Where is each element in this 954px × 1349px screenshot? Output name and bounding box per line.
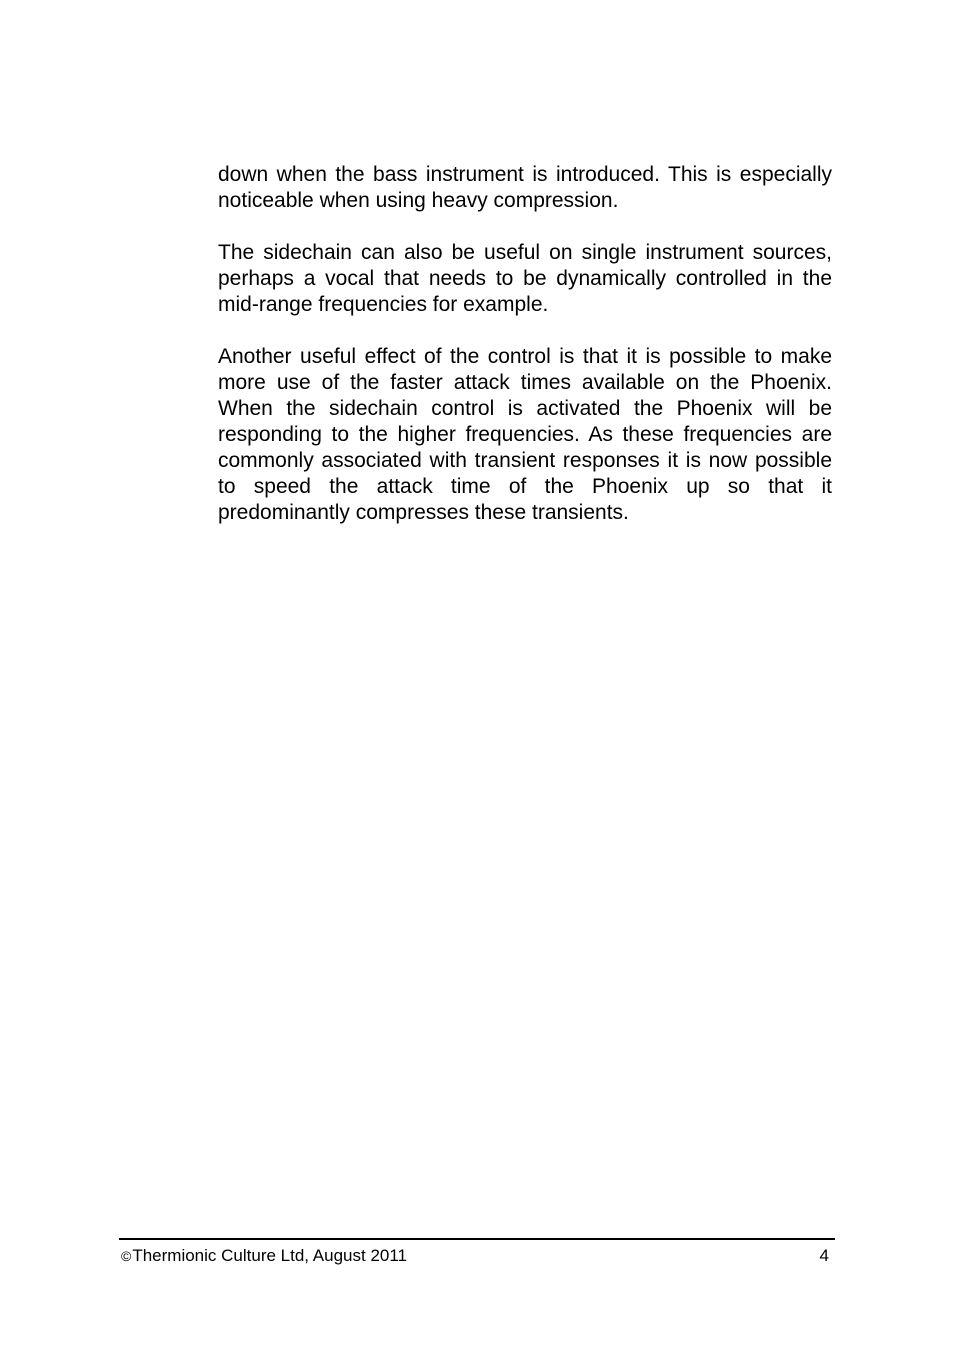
document-body	[218, 162, 832, 552]
paragraph-1: down when the bass instrument is introduced. This is especially noticeable when using heavy compression.	[218, 163, 832, 212]
copyright-text: Thermionic Culture Ltd, August 2011	[132, 1246, 408, 1265]
paragraph-2: The sidechain can also be useful on single instrument sources, perhaps a vocal that needs to be dynamically controlled in the mid-range frequencies for example.	[218, 241, 832, 316]
copyright-icon: ©	[121, 1248, 132, 1264]
page-footer	[119, 1238, 835, 1267]
footer-row	[119, 1240, 835, 1267]
page-number: 4	[819, 1246, 829, 1265]
copyright-notice	[121, 1245, 407, 1267]
paragraph-3: Another useful effect of the control is that it is possible to make more use of the faster attack times available on the Phoenix. When the sidechain control is activated the Phoenix will be responding to the higher frequencies. As these frequencies are commonly associated with transient responses it is now possible to speed the attack time of the Phoenix up so that it predominantly compresses these transients.	[218, 345, 832, 524]
